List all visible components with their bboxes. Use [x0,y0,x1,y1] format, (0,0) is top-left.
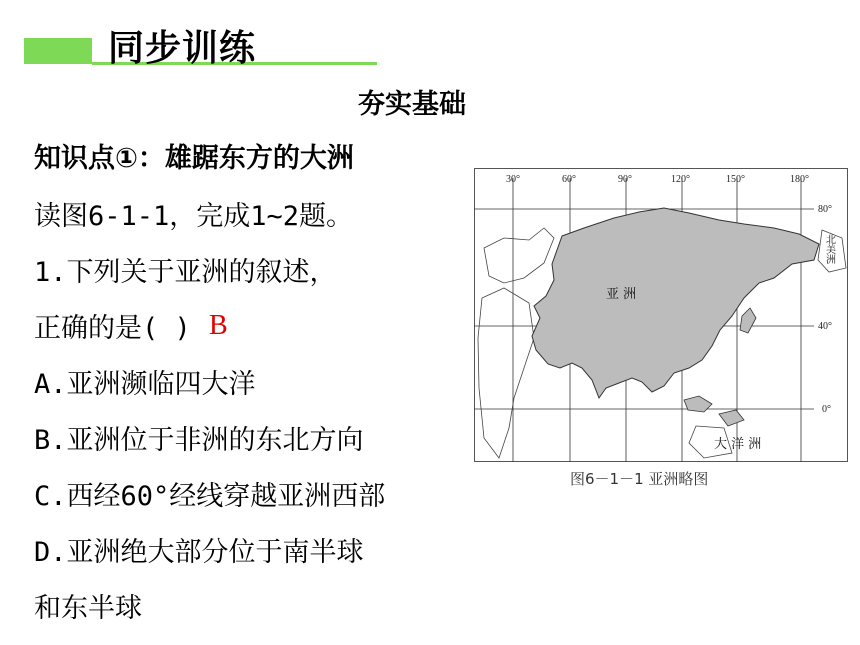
option-c: C.西经60°经线穿越亚洲西部 [34,481,386,512]
header-accent-block [24,38,92,64]
answer-mark: B [209,310,228,341]
lon-label: 150° [726,174,745,185]
lon-label: 30° [506,174,520,185]
asia-label: 亚 洲 [606,287,637,302]
north-america-label: 北美洲 [823,234,835,264]
lat-label: 0° [822,404,831,415]
map-caption: 图6－1－1 亚洲略图 [570,470,709,488]
lon-label: 120° [671,174,690,185]
asia-map [474,168,848,462]
option-d: D.亚洲绝大部分位于南半球 [34,537,364,568]
lat-label: 80° [818,204,832,215]
section-title: 夯实基础 [358,89,466,120]
knowledge-point-heading: 知识点①：雄踞东方的大洲 [34,143,354,174]
option-b: B.亚洲位于非洲的东北方向 [34,425,364,456]
option-a: A.亚洲濒临四大洋 [34,369,256,400]
lat-label: 40° [818,321,832,332]
lon-label: 60° [562,174,576,185]
instruction-text: 读图6-1-1，完成1~2题。 [34,201,354,232]
question-stem-line1: 1.下列关于亚洲的叙述， [34,257,337,288]
lon-label: 180° [790,174,809,185]
option-d-continued: 和东半球 [34,593,142,624]
page-title: 同步训练 [108,28,257,69]
lon-label: 90° [618,174,632,185]
oceania-label: 大 洋 洲 [714,437,762,452]
question-stem-line2: 正确的是( ) [34,313,191,344]
